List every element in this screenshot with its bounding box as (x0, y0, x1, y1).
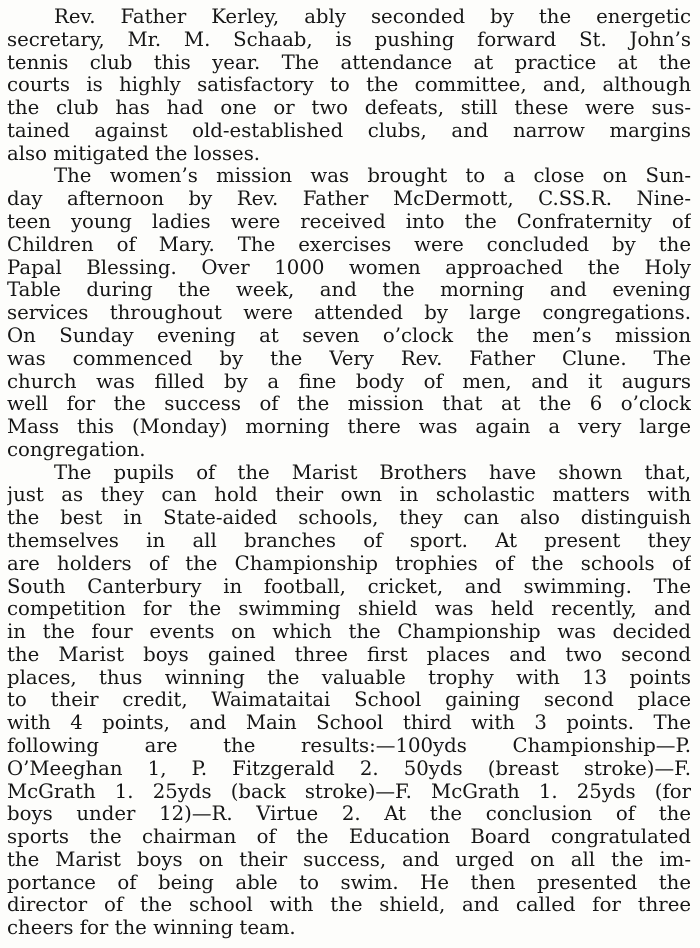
paragraph-tennis-club (7, 6, 691, 165)
text-line: church was filled by a fine body of men, and it augurs (7, 370, 691, 393)
article-column (7, 6, 691, 940)
text-line: tennis club this year. The attendance at practice at the (7, 51, 691, 74)
text-line: Papal Blessing. Over 1000 women approached the Holy (7, 256, 691, 279)
text-line: Rev. Father Kerley, ably seconded by the energetic (54, 6, 691, 28)
text-line: the Marist boys gained three first places and two second (7, 643, 691, 666)
text-line: courts is highly satisfactory to the committee, and, although (7, 74, 691, 97)
text-line: also mitigated the losses. (7, 142, 261, 165)
text-line: are holders of the Championship trophies of the schools of (7, 552, 691, 575)
text-line: well for the success of the mission that at the 6 o’clock (7, 393, 691, 416)
text-line: On Sunday evening at seven o’clock the men’s mission (7, 324, 691, 347)
text-line: day afternoon by Rev. Father McDermott, C.SS.R. Nine- (7, 188, 691, 211)
text-line: themselves in all branches of sport. At present they (7, 529, 691, 552)
text-line: secretary, Mr. M. Schaab, is pushing forward St. John’s (7, 28, 691, 51)
text-line: portance of being able to swim. He then presented the (7, 871, 691, 894)
paragraph-marist-brothers (7, 462, 691, 940)
text-line: congregation. (7, 438, 146, 461)
text-line: places, thus winning the valuable trophy with 13 points (7, 666, 691, 689)
text-line: the best in State-aided schools, they can also distinguish (7, 507, 691, 530)
text-line: The women’s mission was brought to a close on Sun- (54, 165, 691, 188)
text-line: in the four events on which the Championship was decided (7, 621, 691, 644)
text-line: the club has had one or two defeats, still these were sus- (7, 97, 691, 120)
text-line: O’Meeghan 1, P. Fitzgerald 2. 50yds (breast stroke)—F. (7, 757, 691, 780)
text-line: boys under 12)—R. Virtue 2. At the conclusion of the (7, 803, 691, 826)
text-line: Mass this (Monday) morning there was again a very large (7, 416, 691, 439)
text-line: with 4 points, and Main School third with 3 points. The (7, 712, 691, 735)
paragraph-womens-mission (7, 165, 691, 461)
text-line: the Marist boys on their success, and urged on all the im- (7, 848, 691, 871)
text-line: tained against old-established clubs, and narrow margins (7, 119, 691, 142)
text-line: was commenced by the Very Rev. Father Clune. The (7, 347, 691, 370)
text-line: teen young ladies were received into the Confraternity of (7, 211, 691, 234)
text-line: South Canterbury in football, cricket, and swimming. The (7, 575, 691, 598)
text-line: Children of Mary. The exercises were concluded by the (7, 233, 691, 256)
text-line: cheers for the winning team. (7, 917, 296, 940)
text-line: competition for the swimming shield was held recently, and (7, 598, 691, 621)
text-line: to their credit, Waimataitai School gaining second place (7, 689, 691, 712)
text-line: sports the chairman of the Education Board congratulated (7, 826, 691, 849)
text-line: following are the results:—100yds Championship—P. (7, 735, 691, 757)
text-line: services throughout were attended by large congregations. (7, 302, 691, 325)
text-line: The pupils of the Marist Brothers have shown that, (54, 461, 691, 484)
text-line: Table during the week, and the morning and evening (7, 279, 691, 302)
text-line: just as they can hold their own in scholastic matters with (7, 484, 691, 507)
text-line: director of the school with the shield, and called for three (7, 894, 691, 917)
text-line: McGrath 1. 25yds (back stroke)—F. McGrath 1. 25yds (for (7, 780, 691, 803)
